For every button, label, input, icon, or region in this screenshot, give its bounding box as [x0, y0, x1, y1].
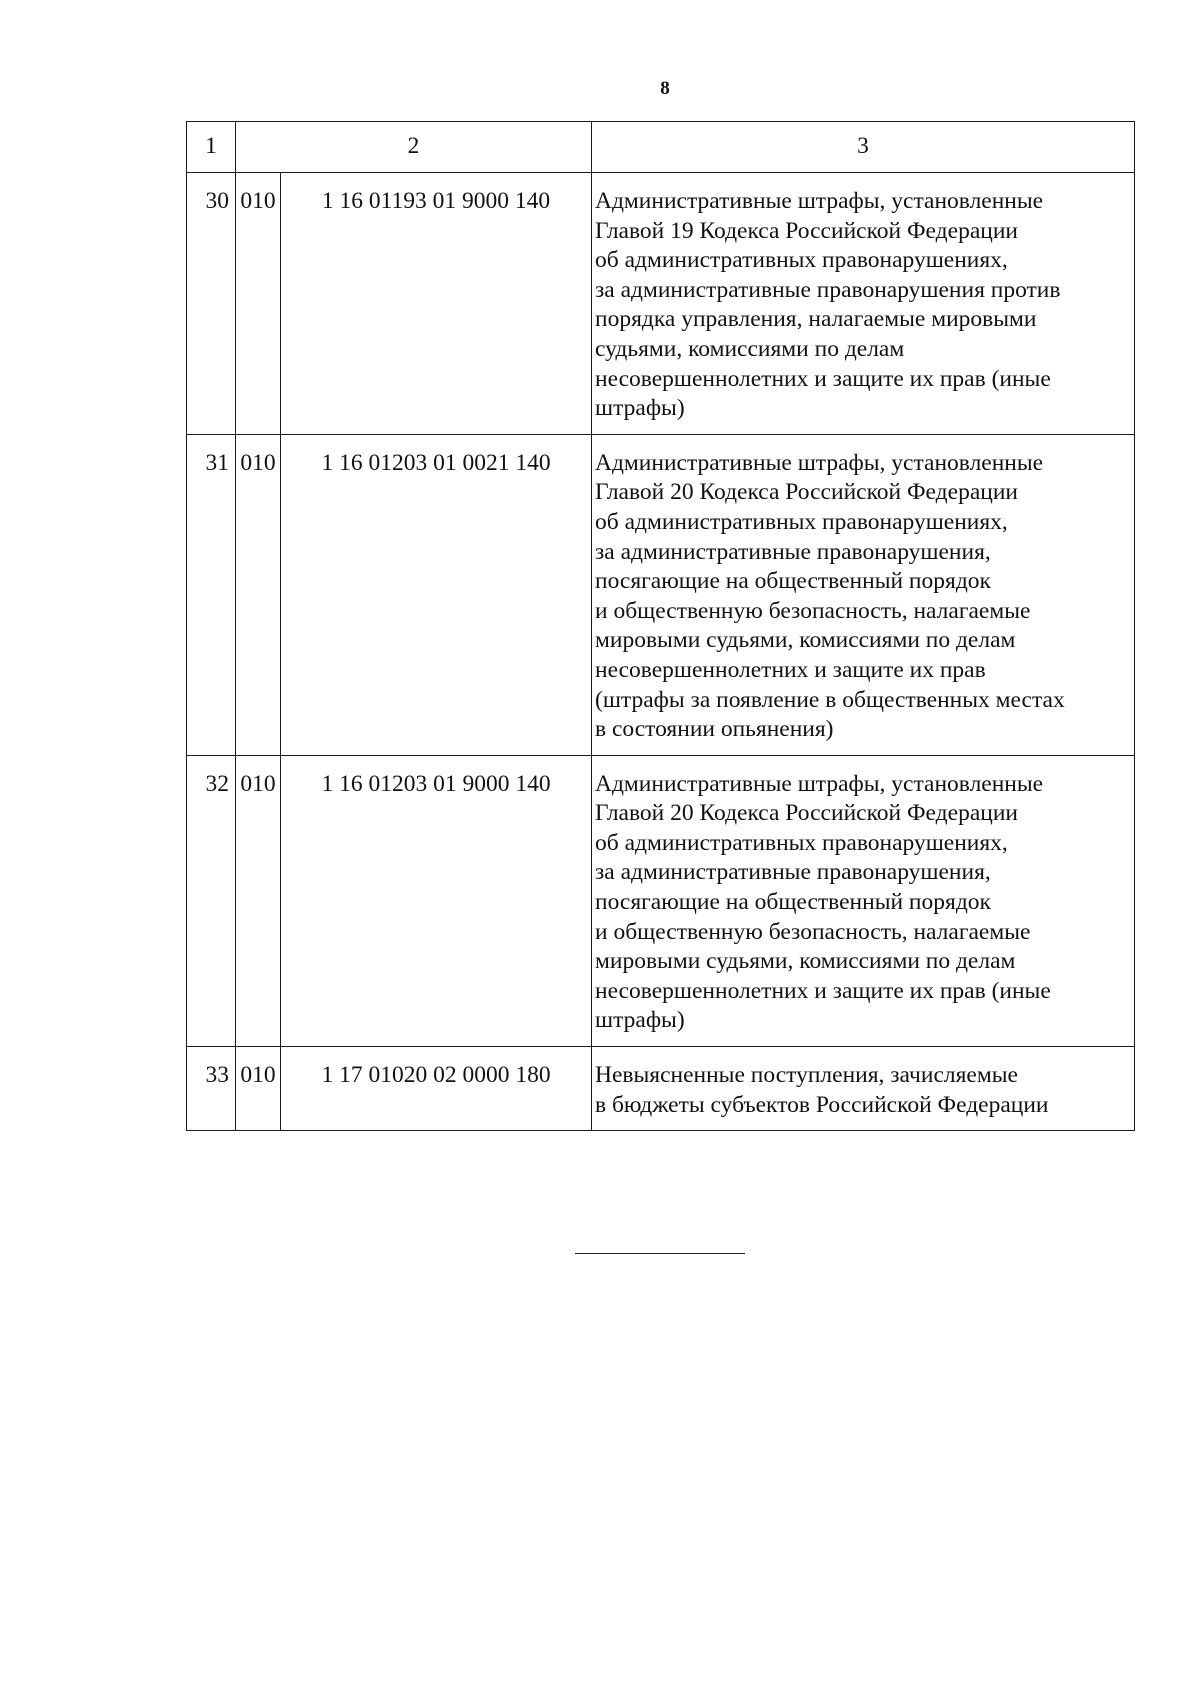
admin-code-cell: 010 — [236, 434, 281, 755]
description-line: и общественную безопасность, налагаемые — [595, 597, 1031, 624]
footer-rule — [575, 1253, 745, 1254]
description-line: мировыми судьями, комиссиями по делам — [595, 948, 1016, 975]
description-line: несовершеннолетних и защите их прав — [595, 656, 986, 683]
table-row — [187, 173, 1135, 435]
row-number-cell: 31 — [187, 434, 236, 755]
description-line: об административных правонарушениях, — [595, 829, 1008, 856]
description-line: посягающие на общественный порядок — [595, 568, 991, 595]
description-line: Административные штрафы, установленные — [595, 188, 1044, 214]
description-line: (штрафы за появление в общественных местах — [595, 686, 1065, 713]
revenue-codes-table — [186, 121, 1135, 1131]
description-line: об административных правонарушениях, — [595, 247, 1008, 274]
description-line: Невыясненные поступления, зачисляемые — [595, 1062, 1018, 1089]
description-line: Административные штрафы, установленные — [595, 449, 1044, 476]
budget-code-cell: 1 16 01203 01 9000 140 — [281, 755, 592, 1046]
budget-code-cell: 1 16 01193 01 9000 140 — [281, 173, 592, 435]
description-line: несовершеннолетних и защите их прав (иные — [595, 365, 1051, 392]
description-line: посягающие на общественный порядок — [595, 889, 991, 916]
table-row — [187, 1047, 1135, 1131]
description-line: в бюджеты субъектов Российской Федерации — [595, 1091, 1049, 1118]
description-line: штрафы) — [595, 395, 685, 422]
description-line: порядка управления, налагаемые мировыми — [595, 306, 1037, 333]
header-col-2: 2 — [236, 122, 592, 173]
page-number: 8 — [660, 78, 670, 99]
table-header-row — [187, 122, 1135, 173]
admin-code-cell: 010 — [236, 173, 281, 435]
description-line: за административные правонарушения, — [595, 859, 991, 886]
description-line: Главой 20 Кодекса Российской Федерации — [595, 479, 1018, 506]
description-line: за административные правонарушения, — [595, 538, 991, 565]
row-number-cell: 32 — [187, 755, 236, 1046]
description-line: мировыми судьями, комиссиями по делам — [595, 627, 1016, 654]
description-line: в состоянии опьянения) — [595, 716, 834, 743]
description-line: об административных правонарушениях, — [595, 508, 1008, 535]
description-line: за административные правонарушения против — [595, 276, 1061, 303]
description-cell — [592, 434, 1135, 755]
description-line: судьями, комиссиями по делам — [595, 335, 905, 362]
admin-code-cell: 010 — [236, 1047, 281, 1131]
budget-code-cell: 1 16 01203 01 0021 140 — [281, 434, 592, 755]
description-line: Главой 19 Кодекса Российской Федерации — [595, 217, 1018, 244]
admin-code-cell: 010 — [236, 755, 281, 1046]
table-row — [187, 755, 1135, 1046]
description-line: Административные штрафы, установленные — [595, 770, 1044, 797]
description-line: несовершеннолетних и защите их прав (иные — [595, 977, 1051, 1004]
header-col-1: 1 — [187, 122, 236, 173]
description-line: и общественную безопасность, налагаемые — [595, 918, 1031, 945]
row-number-cell: 30 — [187, 173, 236, 435]
budget-code-cell: 1 17 01020 02 0000 180 — [281, 1047, 592, 1131]
description-line: Главой 20 Кодекса Российской Федерации — [595, 800, 1018, 827]
description-cell — [592, 1047, 1135, 1131]
table-row — [187, 434, 1135, 755]
description-cell — [592, 173, 1135, 435]
description-cell — [592, 755, 1135, 1046]
row-number-cell: 33 — [187, 1047, 236, 1131]
description-line: штрафы) — [595, 1007, 685, 1034]
header-col-3: 3 — [592, 122, 1135, 173]
